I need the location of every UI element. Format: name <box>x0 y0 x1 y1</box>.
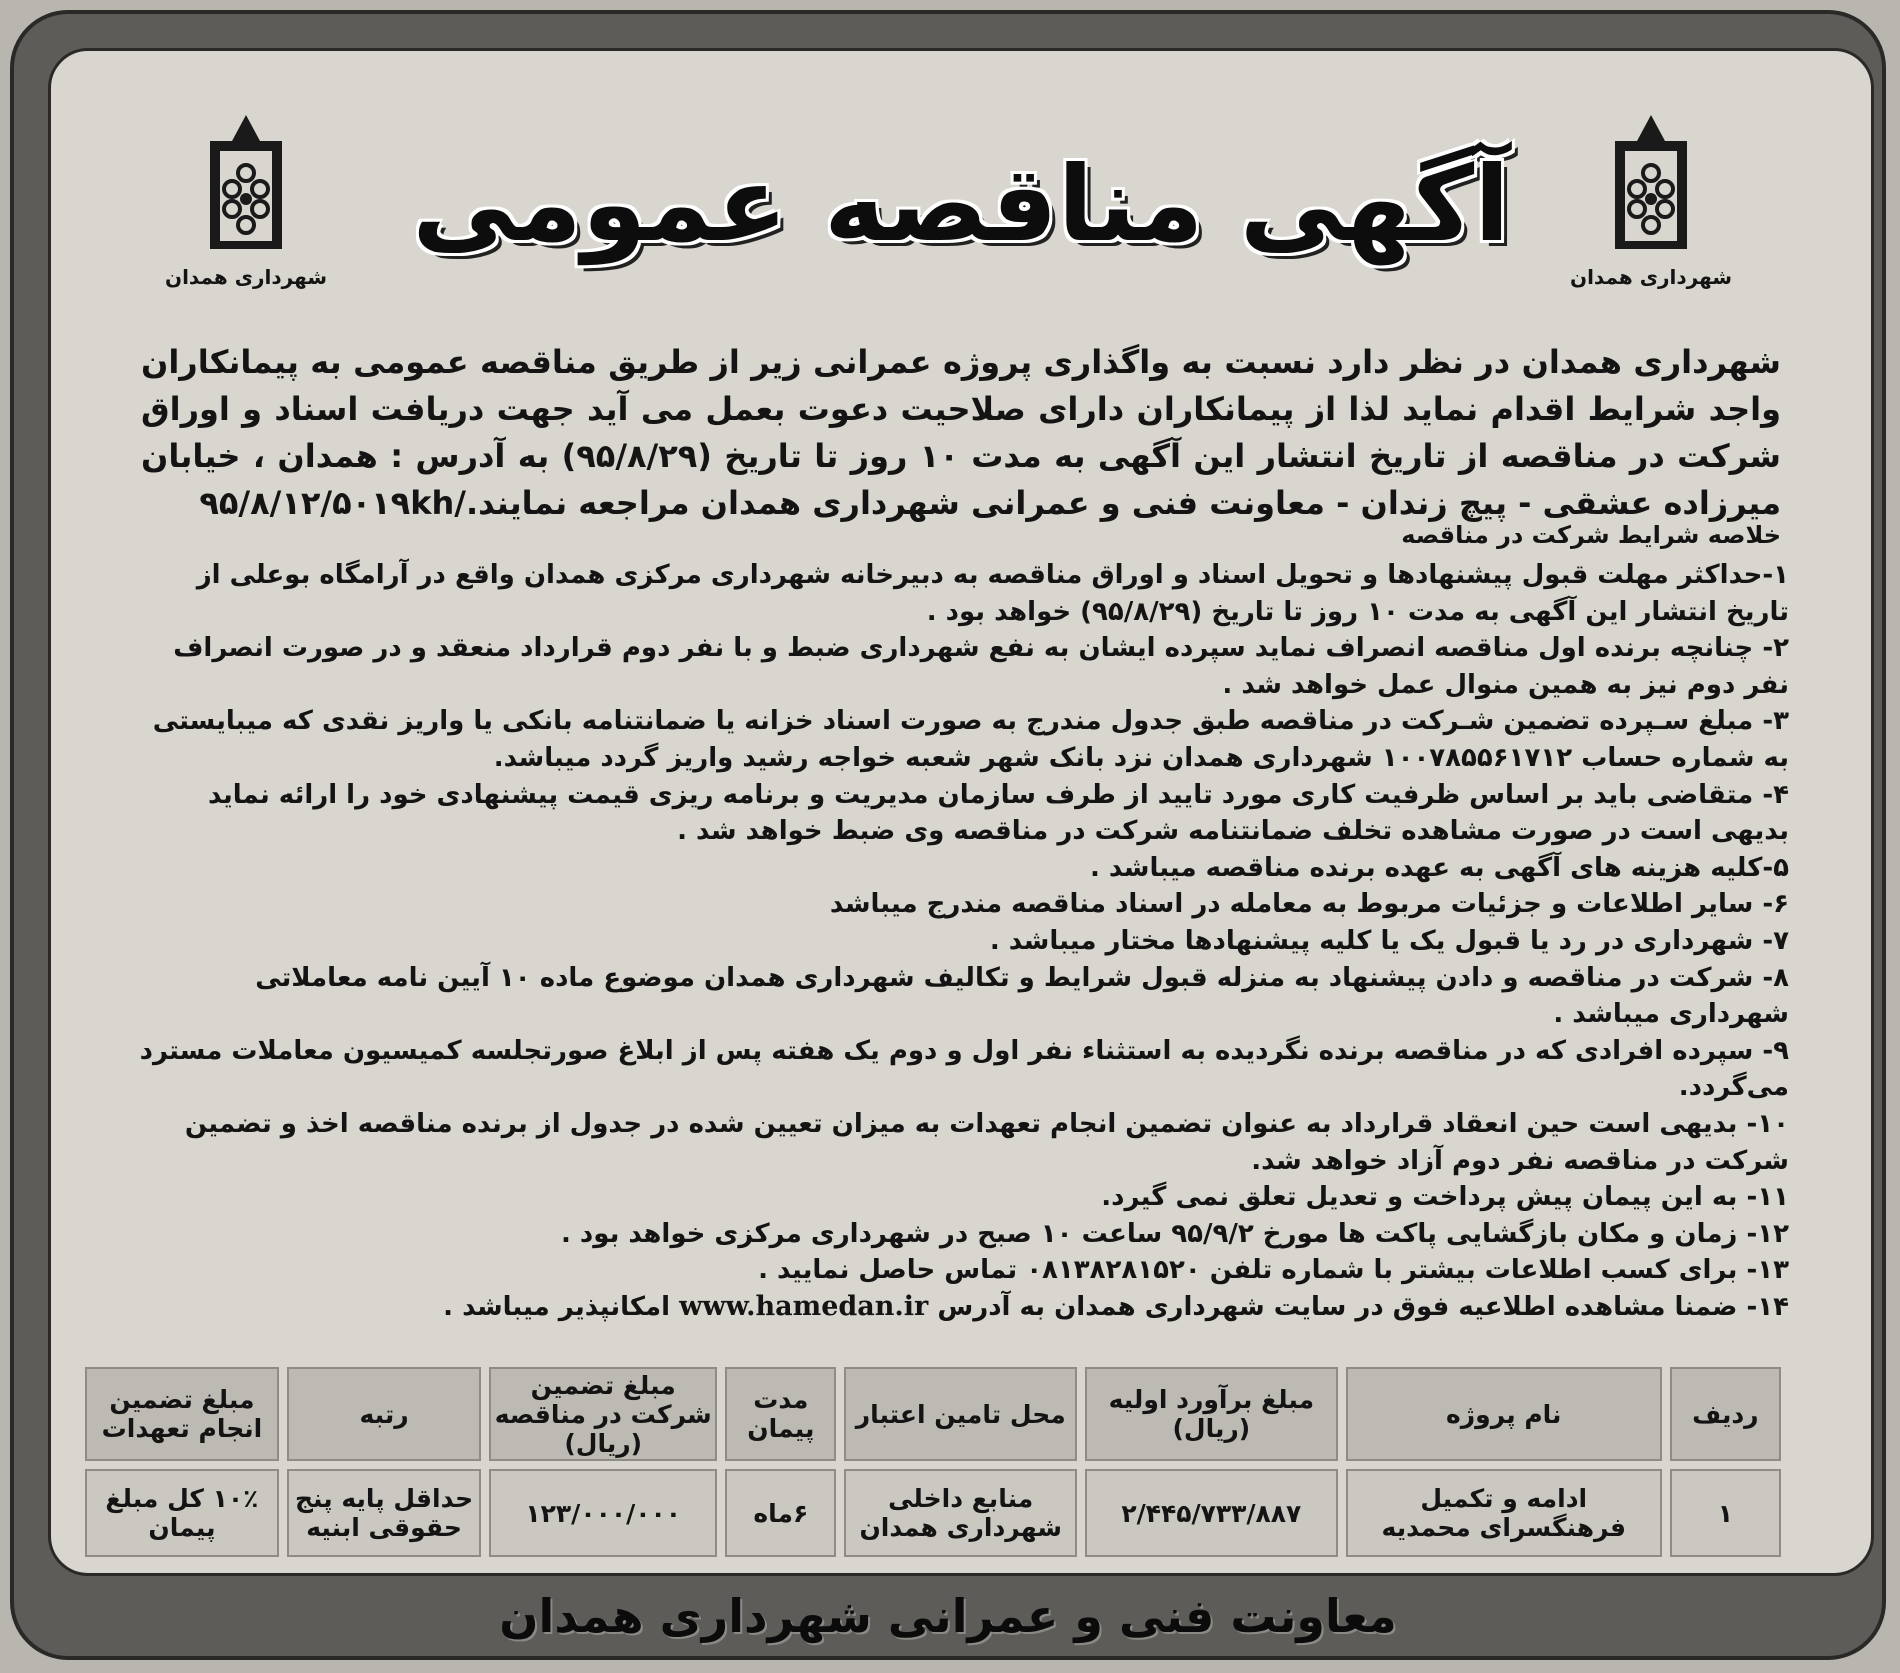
col-contract-duration: مدت پیمان <box>725 1367 836 1461</box>
condition-item: ۵-کلیه هزینه های آگهی به عهده برنده مناقصه میباشد . <box>1089 852 1789 883</box>
website-link[interactable]: www.hamedan.ir <box>679 1290 929 1322</box>
footer-signature: معاونت فنی و عمرانی شهرداری همدان <box>499 1589 1397 1643</box>
table-row <box>85 1469 1781 1557</box>
condition-item: ۴- متقاضی باید بر اساس ظرفیت کاری مورد تایید از طرف سازمان مدیریت و برنامه ریزی قیمت پیشنهادی خود را ارائه نماید بدیهی است در صورت مشاهده تخلف ضمانتنامه شرکت در مناقصه وی ضبط خواهد شد . <box>208 779 1789 847</box>
cell-contract-duration: ۶ماه <box>725 1469 836 1557</box>
cell-grade: حداقل پایه پنج حقوقی ابنیه <box>287 1469 481 1557</box>
condition-item: ۱۲- زمان و مکان بازگشایی پاکت ها مورخ ۹۵/۹/۲ ساعت ۱۰ صبح در شهرداری مرکزی خواهد بود . <box>561 1218 1789 1249</box>
logo-caption: شهرداری همدان <box>1570 265 1732 289</box>
condition-item: ۱۳- برای کسب اطلاعات بیشتر با شماره تلفن ۰۸۱۳۸۲۸۱۵۲۰ تماس حاصل نمایید . <box>758 1255 1789 1286</box>
cell-project-name: ادامه و تکمیل فرهنگسرای محمدیه <box>1346 1469 1662 1557</box>
condition-item: ۱۱- به این پیمان پیش پرداخت و تعدیل تعلق نمی گیرد. <box>1101 1182 1789 1213</box>
col-grade: رتبه <box>287 1367 481 1461</box>
condition-item-14 <box>131 1289 1789 1326</box>
cell-performance-guarantee: ۱۰٪ کل مبلغ پیمان <box>85 1469 279 1557</box>
condition-item: ۷- شهرداری در رد یا قبول یک یا کلیه پیشنهادها مختار میباشد . <box>989 925 1789 956</box>
col-performance-guarantee: مبلغ تضمین انجام تعهدات <box>85 1367 279 1461</box>
summary-heading: خلاصه شرایط شرکت در مناقصه <box>1401 521 1781 549</box>
notice-paper <box>48 48 1874 1576</box>
condition-14-text: ۱۴- ضمنا مشاهده اطلاعیه فوق در سایت شهرداری همدان به آدرس <box>937 1291 1789 1322</box>
conditions-list <box>131 557 1789 1325</box>
logo-caption: شهرداری همدان <box>165 265 327 289</box>
tender-table <box>77 1359 1789 1565</box>
condition-item: ۹- سپرده افرادی که در مناقصه برنده نگردیده به استثناء نفر اول و دوم یک هفته پس از ابلاغ صورتجلسه کمیسیون معاملات مسترد می‌گردد. <box>139 1035 1789 1103</box>
cell-funding-source: منابع داخلی شهرداری همدان <box>844 1469 1076 1557</box>
notice-title: آگهی مناقصه عمومی <box>412 143 1510 265</box>
col-row-number: ردیف <box>1670 1367 1781 1461</box>
condition-item: ۱۰- بدیهی است حین انعقاد قرارداد به عنوان تضمین انجام تعهدات به میزان تعیین شده در جدول از برنده مناقصه اخذ و تضمین شرکت در مناقصه نفر دوم آزاد خواهد شد. <box>184 1108 1789 1176</box>
col-project-name: نام پروژه <box>1346 1367 1662 1461</box>
condition-item: ۱-حداکثر مهلت قبول پیشنهادها و تحویل اسناد و اوراق مناقصه به دبیرخانه شهرداری مرکزی همدان واقع در آرامگاه بوعلی از تاریخ انتشار این آگهی به مدت ۱۰ روز تا تاریخ (۹۵/۸/۲۹) خواهد بود . <box>196 560 1789 627</box>
notice-frame <box>10 10 1886 1660</box>
condition-14-tail: امکانپذیر میباشد . <box>443 1291 671 1322</box>
cell-bid-guarantee: ۱۲۳/۰۰۰/۰۰۰ <box>489 1469 717 1557</box>
cell-initial-estimate: ۲/۴۴۵/۷۳۳/۸۸۷ <box>1085 1469 1338 1557</box>
condition-item: ۸- شرکت در مناقصه و دادن پیشنهاد به منزله قبول شرایط و تکالیف شهرداری همدان موضوع ماده ۱۰ آیین نامه معاملاتی شهرداری میباشد . <box>255 962 1789 1030</box>
condition-item: ۲- چنانچه برنده اول مناقصه انصراف نماید سپرده ایشان به نفع شهرداری ضبط و با نفر دوم قرارداد منعقد و در صورت انصراف نفر دوم نیز به همین منوال عمل خواهد شد . <box>173 633 1789 700</box>
col-initial-estimate: مبلغ برآورد اولیه (ریال) <box>1085 1367 1338 1461</box>
col-funding-source: محل تامین اعتبار <box>844 1367 1076 1461</box>
table-header-row <box>85 1367 1781 1461</box>
col-bid-guarantee: مبلغ تضمین شرکت در مناقصه (ریال) <box>489 1367 717 1461</box>
intro-paragraph: شهرداری همدان در نظر دارد نسبت به واگذاری پروژه عمرانی زیر از طریق مناقصه عمومی به پیمانکاران واجد شرایط اقدام نماید لذا از پیمانکاران دارای صلاحیت دعوت بعمل می آید جهت دریافت اسناد و اوراق شرکت در مناقصه از تاریخ انتشار این آگهی به مدت ۱۰ روز تا تاریخ (۹۵/۸/۲۹) به آدرس : همدان ، خیابان میرزاده عشقی - پیچ زندان - معاونت فنی و عمرانی شهرداری همدان مراجعه نمایند./۹۵/۸/۱۲/۵۰۱۹kh <box>141 343 1782 522</box>
condition-item: ۶- سایر اطلاعات و جزئیات مربوط به معامله در اسناد مناقصه مندرج میباشد <box>829 889 1789 920</box>
cell-row-number: ۱ <box>1670 1469 1781 1557</box>
condition-item: ۳- مبلغ سـپرده تضمین شـرکت در مناقصه طبق جدول مندرج به صورت اسناد خزانه یا ضمانتنامه بانکی یا واریز نقدی که میبایستی به شماره حساب ۱۰۰۷۸۵۵۶۱۷۱۲ شهرداری همدان نزد بانک شهر شعبه خواجه رشید واریز گردد میباشد. <box>152 706 1789 773</box>
